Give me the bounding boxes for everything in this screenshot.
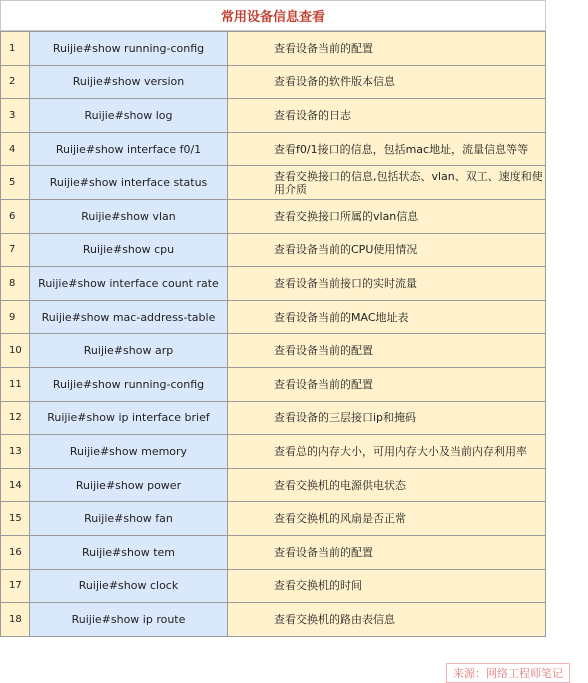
row-index: 5 [1, 166, 30, 200]
row-description: 查看设备当前的配置 [228, 32, 546, 66]
table-row [1, 401, 546, 435]
command-table-wrap [0, 31, 546, 637]
table-row [1, 569, 546, 603]
row-command: Ruijie#show fan [30, 502, 228, 536]
row-index: 2 [1, 65, 30, 99]
row-index: 7 [1, 233, 30, 267]
table-row [1, 99, 546, 133]
row-description: 查看交换机的风扇是否正常 [228, 502, 546, 536]
row-index: 11 [1, 367, 30, 401]
table-row [1, 267, 546, 301]
row-command: Ruijie#show interface f0/1 [30, 132, 228, 166]
table-title: 常用设备信息查看 [220, 10, 325, 25]
row-index: 18 [1, 603, 30, 637]
table-row [1, 233, 546, 267]
table-row [1, 535, 546, 569]
row-description: 查看设备当前的配置 [228, 367, 546, 401]
row-description: 查看总的内存大小，可用内存大小及当前内存利用率 [228, 435, 546, 469]
row-command: Ruijie#show log [30, 99, 228, 133]
source-watermark: 来源：网络工程师笔记 [446, 663, 570, 683]
row-command: Ruijie#show arp [30, 334, 228, 368]
row-description: 查看设备当前的CPU使用情况 [228, 233, 546, 267]
row-description: 查看交换接口所属的vlan信息 [228, 199, 546, 233]
row-index: 10 [1, 334, 30, 368]
row-description: 查看设备的日志 [228, 99, 546, 133]
row-index: 14 [1, 468, 30, 502]
table-row [1, 603, 546, 637]
table-row [1, 166, 546, 200]
row-description: 查看设备的三层接口ip和掩码 [228, 401, 546, 435]
table-row [1, 132, 546, 166]
command-table-body [1, 32, 546, 637]
row-command: Ruijie#show running-config [30, 32, 228, 66]
row-index: 15 [1, 502, 30, 536]
row-command: Ruijie#show power [30, 468, 228, 502]
row-description: 查看设备当前的配置 [228, 334, 546, 368]
row-index: 4 [1, 132, 30, 166]
row-command: Ruijie#show interface status [30, 166, 228, 200]
row-index: 6 [1, 199, 30, 233]
row-command: Ruijie#show tem [30, 535, 228, 569]
table-row [1, 435, 546, 469]
table-row [1, 300, 546, 334]
row-description: 查看交换机的路由表信息 [228, 603, 546, 637]
row-index: 8 [1, 267, 30, 301]
row-index: 1 [1, 32, 30, 66]
table-row [1, 502, 546, 536]
row-description: 查看f0/1接口的信息，包括mac地址，流量信息等等 [228, 132, 546, 166]
row-command: Ruijie#show clock [30, 569, 228, 603]
row-description: 查看交换机的时间 [228, 569, 546, 603]
row-index: 13 [1, 435, 30, 469]
row-description: 查看设备当前接口的实时流量 [228, 267, 546, 301]
table-row [1, 468, 546, 502]
row-index: 16 [1, 535, 30, 569]
row-command: Ruijie#show interface count rate [30, 267, 228, 301]
table-title-bar [0, 0, 546, 31]
table-row [1, 65, 546, 99]
row-index: 9 [1, 300, 30, 334]
table-row [1, 334, 546, 368]
row-command: Ruijie#show vlan [30, 199, 228, 233]
row-command: Ruijie#show memory [30, 435, 228, 469]
row-command: Ruijie#show ip route [30, 603, 228, 637]
table-row [1, 199, 546, 233]
table-row [1, 367, 546, 401]
row-command: Ruijie#show ip interface brief [30, 401, 228, 435]
row-command: Ruijie#show running-config [30, 367, 228, 401]
row-description: 查看设备的软件版本信息 [228, 65, 546, 99]
row-description: 查看交换接口的信息,包括状态、vlan、双工、速度和使用介质 [228, 166, 546, 200]
row-command: Ruijie#show mac-address-table [30, 300, 228, 334]
table-row [1, 32, 546, 66]
row-index: 12 [1, 401, 30, 435]
row-index: 3 [1, 99, 30, 133]
row-command: Ruijie#show version [30, 65, 228, 99]
row-description: 查看交换机的电源供电状态 [228, 468, 546, 502]
row-description: 查看设备当前的MAC地址表 [228, 300, 546, 334]
row-index: 17 [1, 569, 30, 603]
row-command: Ruijie#show cpu [30, 233, 228, 267]
command-table [0, 31, 546, 637]
row-description: 查看设备当前的配置 [228, 535, 546, 569]
